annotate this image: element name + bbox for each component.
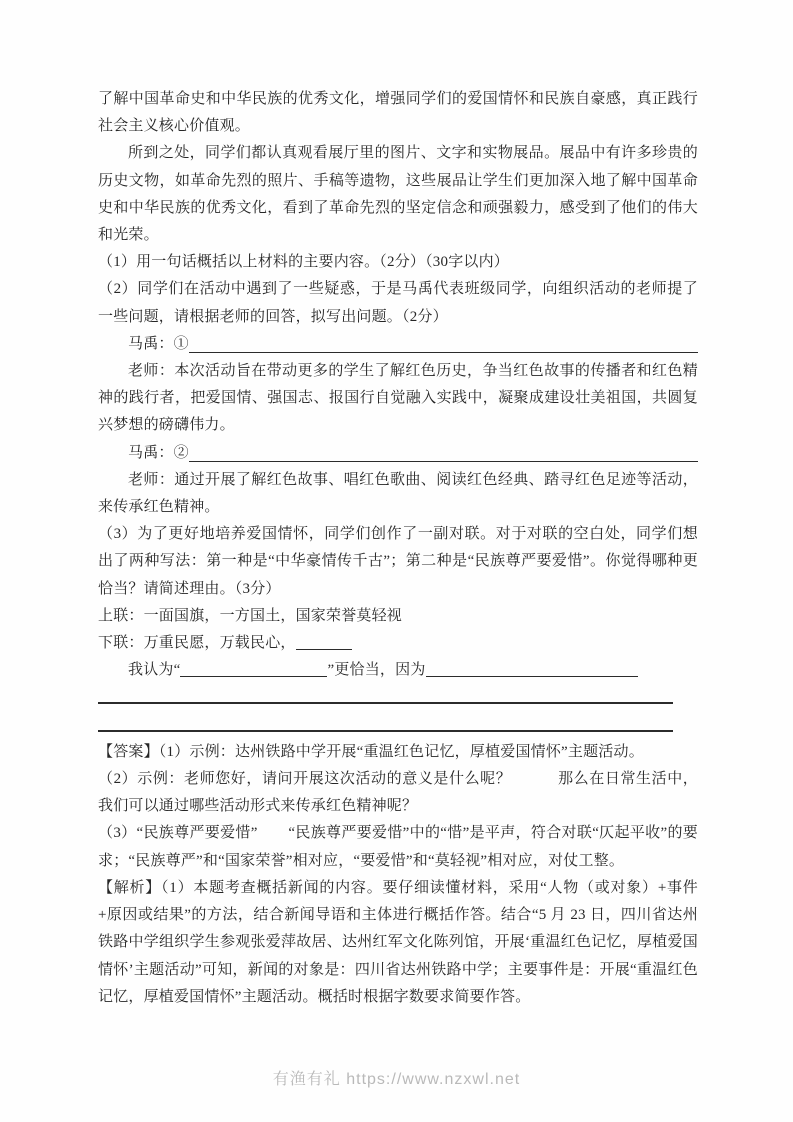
couplet-lower-blank (296, 636, 352, 650)
answer-fill-sentence-text: ”更恰当，因为 (327, 662, 426, 679)
question-2-text: （2）同学们在活动中遇到了一些疑惑，于是马禹代表班级同学，向组织活动的老师提了一些问题，请根据老师的回答，拟写出问题。（2分） (98, 281, 698, 325)
answer-section-3-text: （3）“民族尊严要爱惜” “民族尊严要爱惜”中的“惜”是平声，符合对联“仄起平收”的要求；“民族尊严”和“国家荣誉”相对应，“要爱惜”和“莫轻视”相对应，对仗工整。 (98, 825, 698, 869)
para-exhibit-description-text: 所到之处，同学们都认真观看展厅里的图片、文字和实物展品。展品中有许多珍贵的历史文物，如革命先烈的照片、手稿等遗物，这些展品让学生们更加深入地了解中国革命史和中华民族的优秀文化，看到了革命先烈的坚定信念和顽强毅力，感受到了他们的伟大和光荣。 (98, 145, 698, 244)
choice-blank (180, 663, 327, 677)
answer-section-2 (98, 766, 698, 820)
question-3-text: （3）为了更好地培养爱国情怀，同学们创作了一副对联。对于对联的空白处，同学们想出了两种写法：第一种是“中华豪情传千古”；第二种是“民族尊严要爱惜”。你觉得哪种更恰当？请简述理由。（3分） (98, 526, 698, 597)
mayu-question-2-blank (189, 461, 698, 462)
analysis-section (98, 875, 698, 1011)
dialog-mayu-2 (98, 440, 698, 467)
para-intro-continuation-text: 了解中国革命史和中华民族的优秀文化，增强同学们的爱国情怀和民族自豪感，真正践行社会主义核心价值观。 (98, 91, 698, 135)
question-2 (98, 276, 698, 330)
answer-fill-sentence (98, 657, 698, 684)
analysis-section-text: 【解析】（1）本题考查概括新闻的内容。要仔细读懂材料，采用“人物（或对象）+事件+原因或结果”的方法，结合新闻导语和主体进行概括作答。结合“5 月 23 日，四川省达州铁路中学组织学生参观张爱萍故居、达州红军文化陈列馆，开展‘重温红色记忆，厚植爱国情怀’主题活动”可知，新闻的对象是：四川省达州铁路中学；主要事件是：开展“重温红色记忆，厚植爱国情怀”主题活动。概括时根据字数要求简要作答。 (98, 879, 698, 1005)
couplet-upper-text: 上联：一面国旗，一方国土，国家荣誉莫轻视 (98, 607, 403, 624)
question-1-text: （1）用一句话概括以上材料的主要内容。（2分）（30字以内） (98, 254, 510, 271)
couplet-lower-text: 下联：万重民愿，万载民心， (98, 635, 296, 652)
dialog-teacher-1 (98, 358, 698, 440)
answer-fill-sentence-text: 我认为“ (128, 662, 181, 679)
dialog-teacher-2-text: 老师：通过开展了解红色故事、唱红色歌曲、阅读红色经典、踏寻红色足迹等活动，来传承红色精神。 (98, 471, 698, 516)
question-3 (98, 521, 698, 603)
question-1 (98, 249, 698, 276)
answer-writing-line-2 (98, 712, 698, 739)
document-body (98, 86, 698, 1011)
answer-writing-line-1 (98, 684, 698, 711)
para-exhibit-description (98, 140, 698, 249)
answer-section-3 (98, 820, 698, 874)
answer-section-2-text: （2）示例：老师您好，请问开展这次活动的意义是什么呢？ 那么在日常生活中，我们可以通过哪些活动形式来传承红色精神呢？ (98, 771, 698, 815)
dialog-teacher-2 (98, 467, 698, 521)
answer-section-1 (98, 739, 698, 766)
couplet-upper (98, 603, 698, 630)
answer-line-1 (98, 689, 673, 704)
answer-section-1-text: 【答案】（1）示例：达州铁路中学开展“重温红色记忆，厚植爱国情怀”主题活动。 (98, 743, 644, 760)
dialog-mayu-2-label: 马禹：② (128, 444, 189, 461)
dialog-teacher-1-text: 老师：本次活动旨在带动更多的学生了解红色历史，争当红色故事的传播者和红色精神的践行者，把爱国情、强国志、报国行自觉融入实践中，凝聚成建设壮美祖国，共圆复兴梦想的磅礴伟力。 (98, 363, 698, 434)
footer-watermark: 有渔有礼 https://www.nzxwl.net (272, 1071, 521, 1088)
reason-blank (426, 663, 638, 677)
mayu-question-1-blank (189, 352, 698, 353)
dialog-mayu-1-label: 马禹：① (128, 335, 189, 352)
couplet-lower (98, 630, 698, 657)
answer-line-2 (98, 717, 673, 732)
para-intro-continuation (98, 86, 698, 140)
dialog-mayu-1 (98, 331, 698, 358)
